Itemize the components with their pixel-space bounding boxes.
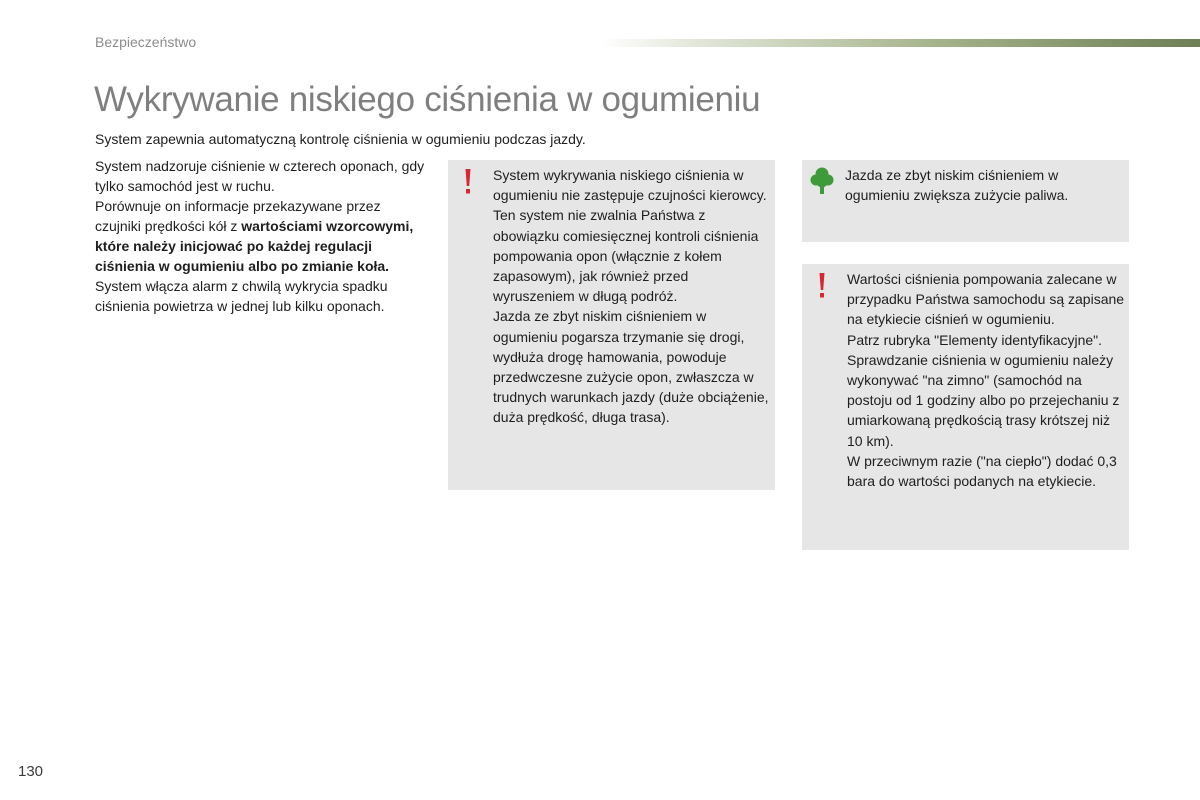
main-paragraph-3: System włącza alarm z chwilą wykrycia spadku ciśnienia powietrza w jednej lub kilku oponach.: [95, 278, 388, 314]
warning-box-1: [448, 160, 775, 490]
main-paragraph-1: System nadzoruje ciśnienie w czterech oponach, gdy tylko samochód jest w ruchu.: [95, 158, 425, 194]
page-title: Wykrywanie niskiego ciśnienia w ogumieniu: [94, 80, 761, 119]
warning-box-2-paragraph-3: Sprawdzanie ciśnienia w ogumieniu należy wykonywać "na zimno" (samochód na postoju od 1 godziny albo po przejechaniu z umiarkowaną prędkością trasy krótszej niż 10 km).: [847, 351, 1120, 449]
exclamation-icon: [812, 272, 832, 300]
warning-box-1-paragraph-3: Jazda ze zbyt niskim ciśnieniem w ogumieniu pogarsza trzymanie się drogi, wydłuża drogę hamowania, powoduje przedwczesne zużycie opon, zwłaszcza w trudnych warunkach jazdy (duże obciążenie, duża prędkość, długa trasa).: [493, 308, 769, 426]
main-paragraph-2-bold: wartościami wzorcowymi, które należy inicjować po każdej regulacji ciśnienia w ogumieniu albo po zmianie koła.: [95, 218, 414, 274]
main-paragraph-2: [95, 196, 430, 276]
warning-box-2-text: [847, 269, 1129, 491]
main-text-column: [95, 156, 430, 316]
warning-box-1-paragraph-2: Ten system nie zwalnia Państwa z obowiązku comiesięcznej kontroli ciśnienia pompowania opon (włącznie z kołem zapasowym), jak również przed wyruszeniem w długą podróż.: [493, 207, 759, 305]
eco-tip-text: Jazda ze zbyt niskim ciśnieniem w ogumieniu zwiększa zużycie paliwa.: [845, 167, 1069, 204]
warning-box-1-text: [493, 165, 773, 428]
warning-box-1-paragraph-1: System wykrywania niskiego ciśnienia w ogumieniu nie zastępuje czujności kierowcy.: [493, 167, 767, 204]
warning-box-2: [802, 264, 1129, 550]
warning-box-2-paragraph-1: Wartości ciśnienia pompowania zalecane w przypadku Państwa samochodu są zapisane na etykiecie ciśnień w ogumieniu.: [847, 271, 1125, 328]
exclamation-icon: [458, 168, 478, 196]
main-paragraph-2-text: Porównuje on informacje przekazywane przez czujniki prędkości kół z: [95, 198, 381, 234]
warning-box-2-paragraph-4: W przeciwnym razie ("na ciepło") dodać 0,3 bara do wartości podanych na etykiecie.: [847, 452, 1117, 490]
eco-tip-box: [802, 160, 1129, 242]
warning-box-2-paragraph-2: Patrz rubryka "Elementy identyfikacyjne".: [847, 331, 1103, 348]
tree-icon: [810, 166, 834, 196]
header-accent-bar: [600, 39, 1200, 47]
intro-text: System zapewnia automatyczną kontrolę ciśnienia w ogumieniu podczas jazdy.: [95, 131, 586, 147]
page-number: 130: [18, 763, 44, 780]
section-label: Bezpieczeństwo: [95, 34, 197, 50]
